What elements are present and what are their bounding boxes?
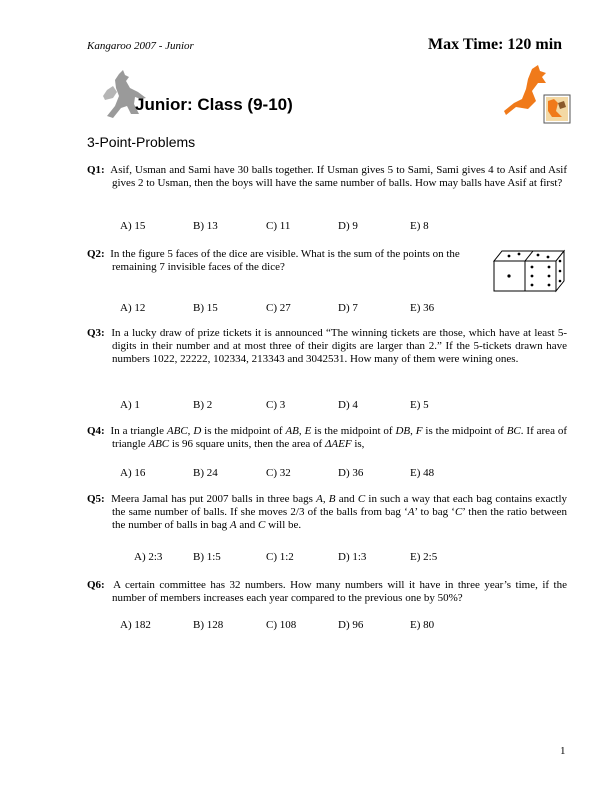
- math-var: F: [415, 425, 423, 437]
- math-var: ABC: [166, 425, 188, 437]
- option-b: B) 1:5: [193, 551, 221, 563]
- option-e: E) 8: [410, 220, 429, 232]
- question-3: [87, 327, 567, 411]
- option-a: A) 182: [120, 619, 151, 631]
- option-a: A) 1: [120, 399, 140, 411]
- option-a: A) 16: [120, 467, 146, 479]
- math-var: C: [454, 506, 463, 518]
- text: is the midpoint of: [201, 425, 286, 437]
- math-var: AB: [285, 425, 299, 437]
- question-4: [87, 425, 568, 479]
- text: and: [236, 519, 259, 531]
- question-5: [87, 493, 568, 563]
- section-heading: 3-Point-Problems: [87, 134, 196, 150]
- kangaroo-logo-orange-icon: [502, 65, 572, 127]
- question-number: Q2:: [87, 248, 105, 260]
- question-2: [87, 248, 479, 314]
- page-title: Junior: Class (9-10): [135, 95, 293, 114]
- question-text: In the figure 5 faces of the dice are visible. What is the sum of the points on the remaining 7 invisible faces of the dice?: [110, 248, 460, 273]
- option-b: B) 2: [193, 399, 213, 411]
- option-e: E) 48: [410, 467, 435, 479]
- option-c: C) 3: [266, 399, 286, 411]
- question-1: [87, 164, 567, 232]
- text: is the midpoint of: [422, 425, 507, 437]
- text: will be.: [265, 519, 302, 531]
- option-e: E) 2:5: [410, 551, 438, 563]
- question-6: [87, 579, 567, 631]
- math-var: ABC: [148, 438, 170, 450]
- question-text: Asif, Usman and Sami have 30 balls together. If Usman gives 5 to Sami, Sami gives 4 to Asif and Asif gives 2 to Usman, then the boys will have the same number of balls. How may balls have Asif at first?: [110, 164, 567, 189]
- math-var: DB: [395, 425, 411, 437]
- header-right: Max Time: 120 min: [428, 36, 563, 53]
- option-d: D) 96: [338, 619, 364, 631]
- question-text: In a lucky draw of prize tickets it is announced “The winning tickets are those, which have at least 5-digits in their number and at most three of their digits are larger than 2.” If the 5-tickets drawn have numbers 1022, 22222, 102334, 213343 and 3042531. How many of them were wining ones.: [111, 327, 567, 365]
- text: is,: [351, 438, 365, 450]
- question-number: Q6:: [87, 579, 105, 591]
- text: ,: [322, 493, 329, 505]
- text: ,: [298, 425, 305, 437]
- option-c: C) 11: [266, 220, 291, 232]
- math-var: ΔAEF: [324, 438, 352, 450]
- text: ,: [410, 425, 416, 437]
- text: is the midpoint of: [311, 425, 396, 437]
- option-e: E) 80: [410, 619, 435, 631]
- text: and: [335, 493, 358, 505]
- text: . If area of triangle: [112, 425, 568, 450]
- math-var: D: [193, 425, 202, 437]
- option-c: C) 1:2: [266, 551, 294, 563]
- option-b: B) 13: [193, 220, 218, 232]
- option-d: D) 9: [338, 220, 358, 232]
- text: is 96 square units, then the area of: [169, 438, 325, 450]
- math-var: E: [304, 425, 312, 437]
- header-left: Kangaroo 2007 - Junior: [87, 40, 194, 52]
- text: ’ to bag ‘: [414, 506, 455, 518]
- option-c: C) 108: [266, 619, 297, 631]
- text: in such a way that each bag contains exactly the same number of balls. If she moves 2/3 of the balls from bag ‘: [112, 493, 568, 518]
- option-d: D) 7: [338, 302, 358, 314]
- text: ’ then the ratio between the number of balls in bag: [112, 506, 567, 531]
- math-var: B: [328, 493, 336, 505]
- page-number: 1: [560, 745, 566, 757]
- math-var: C: [357, 493, 366, 505]
- dice-figure: [492, 247, 568, 293]
- question-text: A certain committee has 32 numbers. How many numbers will it have in three year’s time, if the number of members increases each year compared to the previous one by 50%?: [112, 579, 567, 604]
- math-var: A: [316, 493, 323, 505]
- option-e: E) 36: [410, 302, 435, 314]
- math-var: BC: [506, 425, 521, 437]
- text: Meera Jamal has put 2007 balls in three bags: [111, 493, 317, 505]
- question-number: Q3:: [87, 327, 105, 339]
- option-a: A) 2:3: [134, 551, 163, 563]
- math-var: C: [258, 519, 266, 531]
- option-d: D) 4: [338, 399, 358, 411]
- question-number: Q1:: [87, 164, 105, 176]
- option-d: D) 36: [338, 467, 364, 479]
- option-d: D) 1:3: [338, 551, 367, 563]
- math-var: A: [407, 506, 415, 518]
- option-b: B) 128: [193, 619, 224, 631]
- option-c: C) 32: [266, 467, 291, 479]
- math-var: A: [229, 519, 237, 531]
- option-e: E) 5: [410, 399, 429, 411]
- option-b: B) 24: [193, 467, 218, 479]
- question-number: Q5:: [87, 493, 105, 505]
- text: In a triangle: [110, 425, 167, 437]
- option-b: B) 15: [193, 302, 218, 314]
- option-c: C) 27: [266, 302, 291, 314]
- option-a: A) 12: [120, 302, 146, 314]
- option-a: A) 15: [120, 220, 146, 232]
- text: ,: [187, 425, 194, 437]
- question-number: Q4:: [87, 425, 105, 437]
